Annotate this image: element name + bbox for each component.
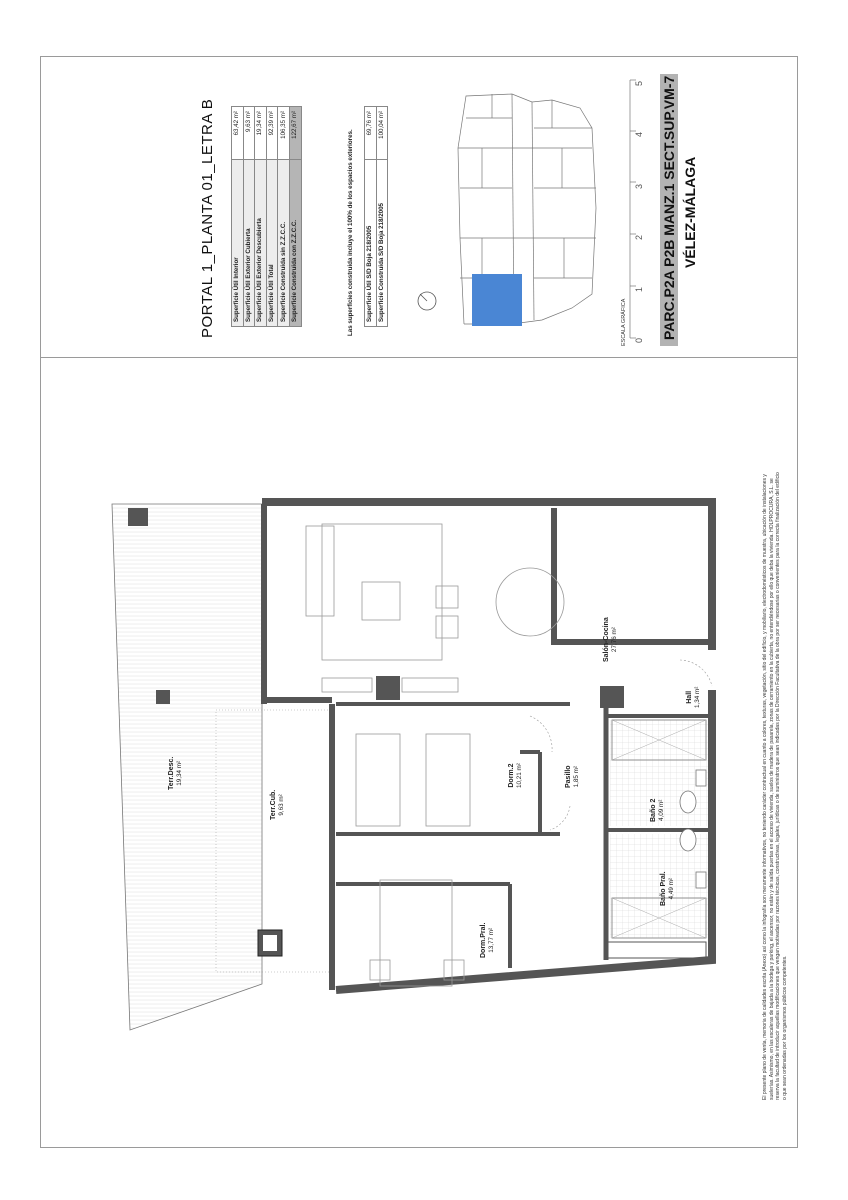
room-area: 4,09 m² — [658, 799, 665, 822]
room-label — [480, 923, 496, 958]
room-name: Terr.Cub. — [270, 789, 277, 820]
header-divider — [40, 357, 798, 358]
page-title: PORTAL 1_PLANTA 01_LETRA B — [199, 98, 216, 338]
area-row — [232, 107, 244, 327]
room-area: 4,49 m² — [668, 878, 675, 900]
room-label — [270, 790, 286, 820]
room-label — [650, 799, 666, 822]
room-area: 1,34 m² — [694, 686, 701, 708]
location-line2: VÉLEZ-MÁLAGA — [682, 156, 698, 268]
room-name: Dorm.2 — [508, 763, 515, 788]
floor-plan — [100, 490, 740, 1050]
area-row — [255, 107, 267, 327]
scale-tick-label: 4 — [634, 131, 644, 137]
room-label — [686, 687, 702, 708]
unit-highlight — [472, 274, 522, 326]
pillar — [128, 508, 148, 526]
boja-row — [365, 107, 377, 327]
area-value: 106,35 m² — [278, 107, 290, 160]
room-label — [660, 871, 676, 906]
boja-label: Superficie Construida S/D Boja 218/2005 — [376, 160, 388, 327]
room-area: 13,77 m² — [488, 927, 495, 953]
area-label: Superficie Útil Total — [266, 160, 278, 327]
area-label: Superficie Construida sin Z.Z.C.C. — [278, 160, 290, 327]
room-area: 9,63 m² — [278, 794, 285, 816]
area-label: Superficie Útil Exterior Cubierta — [243, 160, 255, 327]
area-value: 63,42 m² — [232, 107, 244, 160]
area-value: 92,39 m² — [266, 107, 278, 160]
room-label — [603, 617, 619, 662]
pillar — [156, 690, 170, 704]
scale-label: ESCALA GRÁFICA — [621, 298, 627, 346]
room-label — [508, 763, 524, 788]
area-row — [266, 107, 278, 327]
room-area: 1,85 m² — [573, 766, 580, 788]
room-name: Pasillo — [565, 765, 572, 788]
room-label — [565, 765, 581, 788]
boja-value: 69,76 m² — [365, 107, 377, 160]
area-row — [289, 107, 301, 327]
area-value: 9,63 m² — [243, 107, 255, 160]
area-value: 19,34 m² — [255, 107, 267, 160]
room-area: 19,34 m² — [176, 760, 183, 786]
area-label: Superficie Útil Interior — [232, 160, 244, 327]
scale-tick-label: 3 — [634, 183, 644, 189]
compass-icon — [416, 290, 438, 312]
boja-table — [364, 106, 388, 327]
scale-tick-label: 5 — [634, 80, 644, 86]
area-row — [243, 107, 255, 327]
room-name: Salón-Cocina — [603, 617, 610, 662]
scale-tick-label: 1 — [634, 286, 644, 292]
location-line1: PARC.P2A P2B MANZ.1 SECT.SUP.VM-7 — [660, 74, 678, 346]
room-label — [168, 757, 184, 790]
scale-tick-label: 0 — [634, 337, 644, 343]
legal-disclaimer: El presente plano de venta, memoria de calidades escrita (Anexo) así como la infografía son meramente informativos, no teniendo carácter contractual en cuanto a colores, texturas, vegetación, sitio del edificio, y mobiliario, electrodomésticos de muestra, ubicación de instalaciones y suelerías. Asimismo, en las escaleras de bajada a la bodega y parking, el ascensor, no están y de salida puertas en el acceso de vivienda, suelos de madera de pasarela, zonas de cerramiento en la cubierta, no entendiéndose por ello que deba la vivienda. HOLPROCURA, S.L. se reserva la facultad de introducir aquellas modificaciones que vengan motivadas por razones técnicas, constructivas, legales, jurídicas o de suministros que sean indicadas por la Dirección Facultativa de la obra por ser necesarias o convenientes para la correcta finalización del edificio o que sean ordenadas por los organismos públicos competentes. — [762, 472, 788, 1100]
room-area: 10,21 m² — [516, 763, 523, 788]
room-name: Terr.Desc. — [168, 756, 175, 790]
room-name: Baño 2 — [650, 798, 657, 822]
room-name: Dorm.Pral. — [480, 922, 487, 958]
area-label: Superficie Útil Exterior Descubierta — [255, 160, 267, 327]
terrace-descubierta — [112, 504, 262, 1030]
area-row — [278, 107, 290, 327]
boja-value: 100,04 m² — [376, 107, 388, 160]
area-label: Superficie Construida con Z.Z.C.C. — [289, 160, 301, 327]
room-area: 27,76 m² — [611, 627, 618, 653]
room-name: Hall — [686, 690, 693, 704]
area-value: 122,67 m² — [289, 107, 301, 160]
boja-row — [376, 107, 388, 327]
scale-tick-label: 2 — [634, 234, 644, 240]
areas-note: Las superficies construida incluye el 100% de los espacios exteriores. — [347, 129, 354, 336]
scale-bar — [628, 78, 650, 340]
boja-label: Superficie Útil S/D Boja 218/2005 — [365, 160, 377, 327]
room-name: Baño Pral. — [660, 871, 667, 906]
areas-table — [231, 106, 302, 327]
key-plan — [452, 88, 604, 332]
